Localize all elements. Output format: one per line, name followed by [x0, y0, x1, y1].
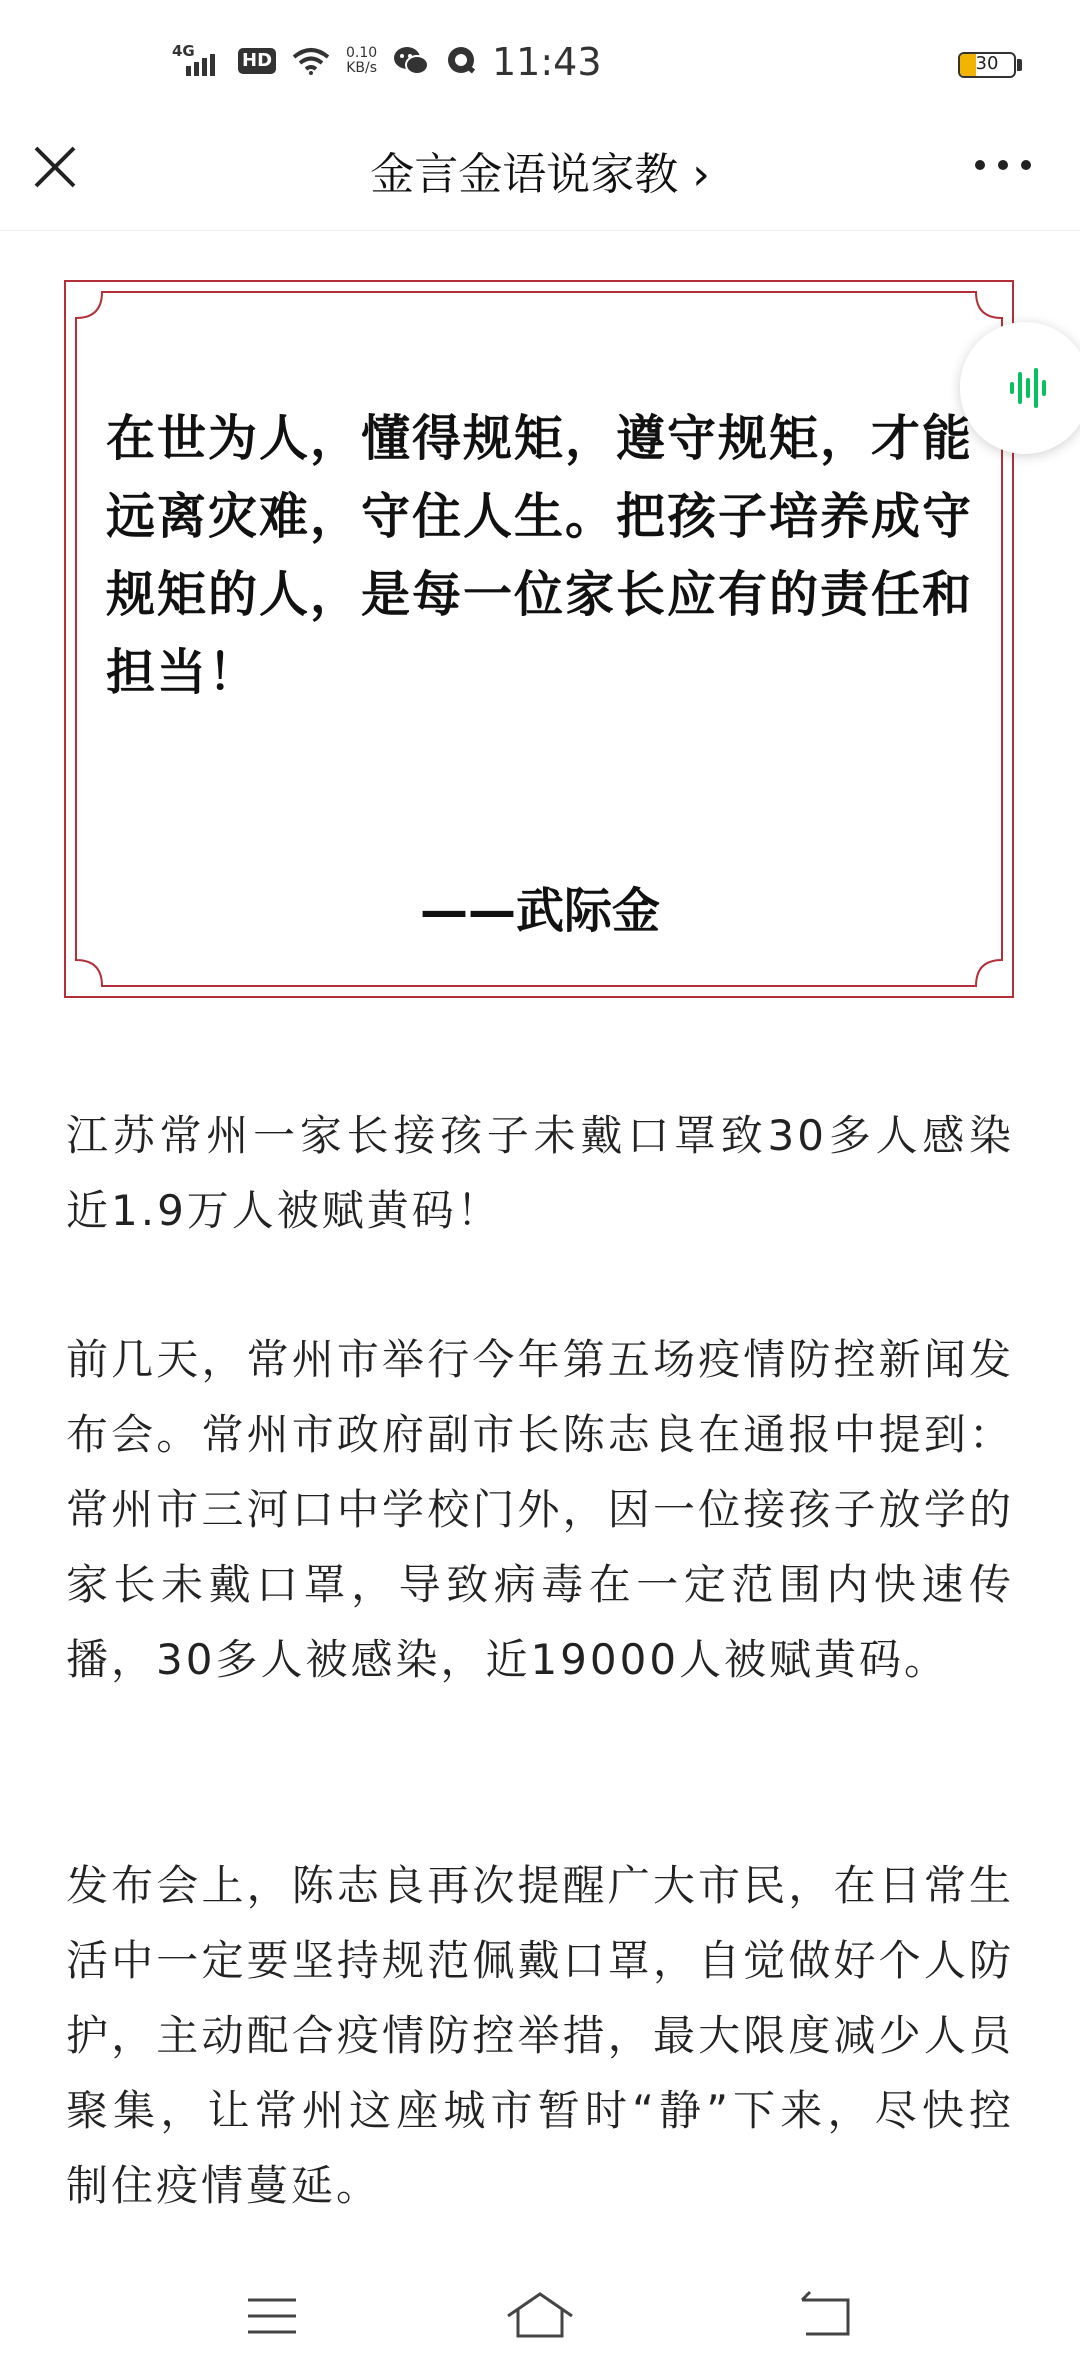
article-paragraph: 江苏常州一家长接孩子未戴口罩致30多人感染 近1.9万人被赋黄码！ — [66, 1111, 1014, 1235]
speed-value: 0.10 — [346, 45, 378, 61]
speed-unit: KB/s — [346, 60, 377, 76]
status-icons — [172, 44, 479, 78]
audio-float-button[interactable] — [960, 322, 1080, 454]
status-bar — [0, 0, 1080, 130]
article-paragraph: 发布会上，陈志良再次提醒广大市民，在日常生活中一定要坚持规范佩戴口罩，自觉做好个人防护，主动配合疫情防控举措，最大限度减少人员聚集，让常州这座城市暂时“静”下来，尽快控制住疫情蔓延。 — [66, 1861, 1014, 2210]
home-icon[interactable] — [504, 2286, 576, 2346]
article-paragraph: 前几天，常州市举行今年第五场疫情防控新闻发布会。常州市政府副市长陈志良在通报中提到：常州市三河口中学校门外，因一位接孩子放学的家长未戴口罩，导致病毒在一定范围内快速传播，30多人被感染，近19000人被赋黄码。 — [66, 1335, 1014, 1684]
quote-author: ——武际金 — [419, 883, 660, 939]
network-type: 4G — [172, 42, 195, 60]
signal-icon — [172, 42, 222, 76]
wifi-icon — [292, 47, 330, 75]
menu-icon[interactable] — [242, 2286, 302, 2346]
more-icon[interactable] — [968, 138, 1038, 192]
top-nav-bar — [0, 130, 1080, 231]
network-speed — [346, 46, 377, 76]
battery-level: 30 — [975, 53, 999, 74]
quote-text: 在世为人，懂得规矩，遵守规矩，才能远离灾难，守住人生。把孩子培养成守规矩的人，是每一位家长应有的责任和担当！ — [106, 410, 974, 701]
battery-tip — [1017, 59, 1022, 71]
back-icon[interactable] — [796, 2286, 856, 2346]
status-time: 11:43 — [492, 40, 602, 84]
system-nav-bar — [0, 2270, 1080, 2376]
wechat-icon — [393, 46, 429, 76]
account-title[interactable]: 金言金语说家教 › — [370, 149, 710, 200]
audio-wave-icon — [1004, 358, 1064, 418]
hd-badge: HD — [238, 48, 276, 74]
app-notification-icon — [445, 44, 479, 78]
battery-icon — [958, 52, 1016, 78]
